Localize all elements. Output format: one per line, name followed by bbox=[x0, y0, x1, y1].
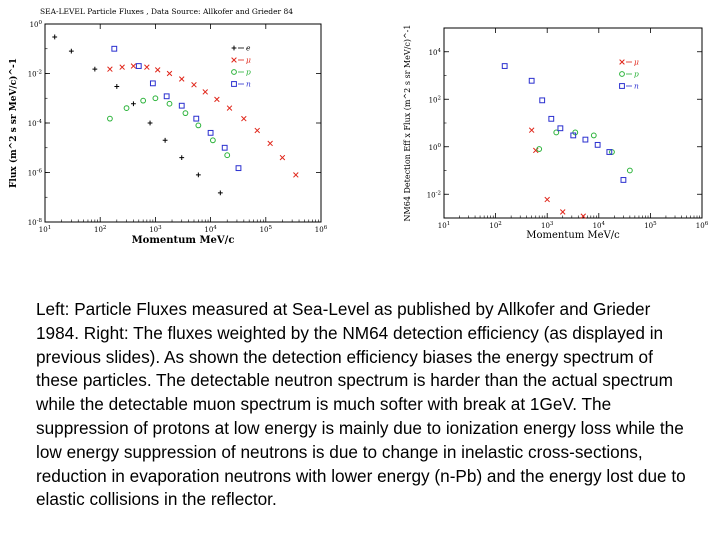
right-x-tick-label: $10^3$ bbox=[540, 221, 554, 230]
left-y-tick-label: $10^{-4}$ bbox=[27, 119, 42, 128]
left-chart bbox=[0, 0, 396, 260]
right-legend-label: p bbox=[634, 69, 639, 79]
right-x-tick-label: $10^5$ bbox=[644, 221, 657, 230]
left-chart-background bbox=[0, 0, 396, 260]
right-y-tick-label: $10^2$ bbox=[428, 95, 441, 105]
left-x-axis-label: Momentum MeV/c bbox=[131, 235, 235, 246]
right-x-tick-label: $10^4$ bbox=[592, 221, 606, 230]
left-y-tick-label: $10^{-2}$ bbox=[27, 69, 42, 79]
right-chart bbox=[396, 0, 720, 260]
right-legend-label: μ bbox=[634, 57, 639, 67]
left-x-tick-label: $10^4$ bbox=[204, 225, 217, 234]
right-x-tick-label: $10^6$ bbox=[695, 221, 709, 230]
left-x-tick-label: $10^5$ bbox=[259, 225, 273, 234]
left-legend-label: p bbox=[246, 67, 251, 77]
left-x-tick-label: $10^1$ bbox=[38, 225, 52, 234]
right-y-tick-label: $10^0$ bbox=[428, 142, 441, 152]
right-legend-label: n bbox=[634, 81, 639, 91]
left-x-tick-label: $10^2$ bbox=[93, 225, 107, 234]
left-x-tick-label: $10^3$ bbox=[149, 225, 162, 234]
right-x-tick-label: $10^2$ bbox=[489, 221, 502, 230]
left-y-tick-label: $10^{-8}$ bbox=[27, 218, 42, 227]
left-y-axis-label: Flux (m^2 s sr MeV/c)^-1 bbox=[9, 58, 19, 188]
left-legend-label: μ bbox=[246, 55, 251, 65]
right-x-axis-label: Momentum MeV/c bbox=[526, 230, 620, 241]
left-x-tick-label: $10^6$ bbox=[314, 225, 328, 234]
left-legend-label: e bbox=[246, 43, 251, 53]
slide-caption: Left: Particle Fluxes measured at Sea-Level as published by Allkofer and Grieder 1984. Right: The fluxes weighted by the NM64 detection efficiency (as displayed in previous slides). As shown the detection efficiency biases the energy spectrum of these particles. The detectable neutron spectrum is harder than the actual spectrum while the detectable muon spectrum is much softer with break at 1GeV. The suppression of protons at low energy is mainly due to ionization energy loss while the low energy suppression of neutrons is due to change in inelastic cross-sections, reduction in evaporation neutrons with lower energy (n-Pb) and the energy lost due to elastic collisions in the reflector. bbox=[36, 299, 686, 510]
right-y-tick-label: $10^4$ bbox=[428, 47, 441, 57]
left-legend-label: n bbox=[246, 79, 251, 89]
right-x-tick-label: $10^1$ bbox=[437, 221, 451, 230]
left-y-tick-label: $10^{-6}$ bbox=[27, 168, 42, 178]
left-y-tick-label: $10^0$ bbox=[29, 20, 42, 29]
right-y-axis-label: NM64 Detection Eff x Flux (m^2 s sr MeV/c)^-1 bbox=[403, 24, 412, 222]
left-chart-title: SEA-LEVEL Particle Fluxes , Data Source: Allkofer and Grieder 84 bbox=[40, 7, 294, 16]
right-y-tick-label: $10^{-2}$ bbox=[426, 190, 441, 200]
